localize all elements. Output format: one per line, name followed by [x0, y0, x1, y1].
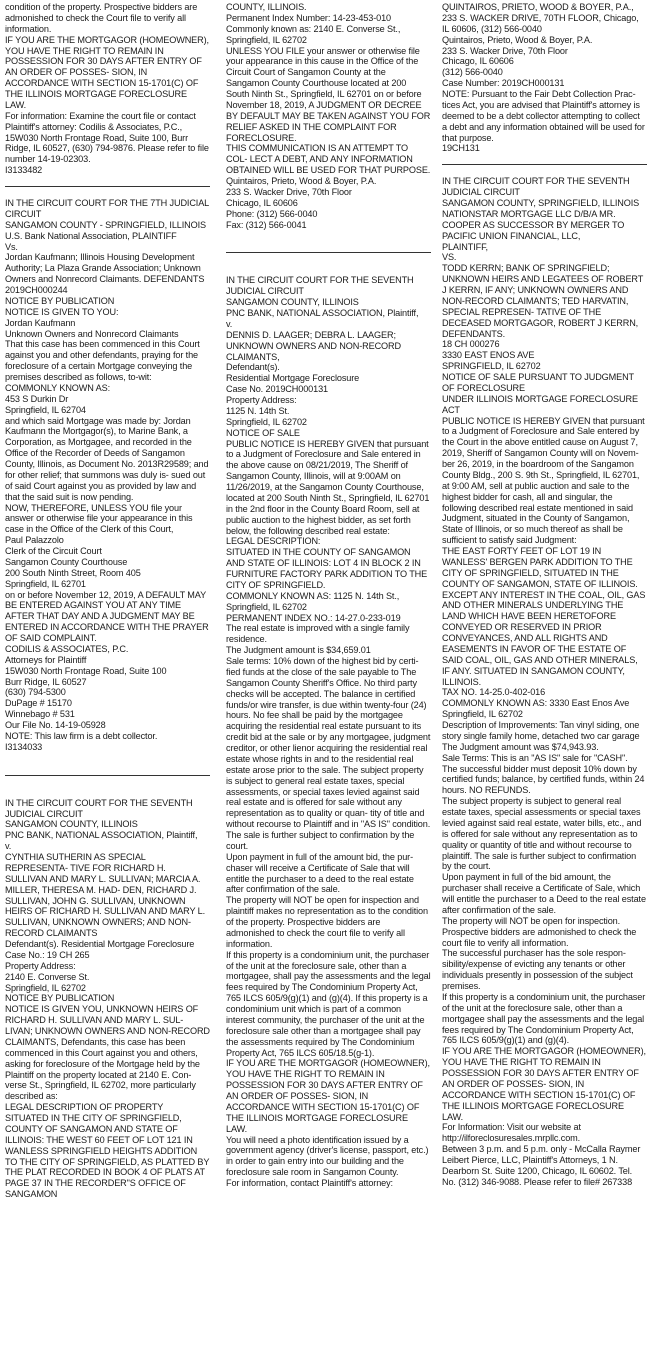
notice-line: SANGAMON COUNTY, SPRINGFIELD, ILLINOIS: [442, 198, 640, 208]
column-3: [442, 2, 647, 1361]
notice-line: PNC BANK, NATIONAL ASSOCIATION, Plaintiff,: [226, 308, 419, 318]
notice-line: COMMONLY KNOWN AS:: [5, 382, 110, 393]
notice-line: 18 CH 000276: [442, 339, 500, 350]
legal-notice: [5, 2, 210, 176]
notice-line: TAX NO. 14-25.0-402-016: [442, 687, 546, 698]
legal-notice: [226, 275, 431, 1189]
notice-line: IN THE CIRCUIT COURT FOR THE SEVENTH JUDICIAL CIRCUIT: [442, 176, 630, 198]
notice-line: Springfield, IL 62702: [226, 416, 307, 427]
notice-line: Defendant(s).: [226, 362, 280, 373]
notice-line: Springfield, IL 62702: [5, 982, 86, 993]
notice-line: The property will NOT be open for inspection and plaintiff makes no representation as to the condition of the property. Prospective bidders are admonished to check the court file to verify all information.: [226, 895, 428, 949]
notice-divider: [442, 164, 647, 165]
notice-line: SANGAMON COUNTY, ILLINOIS: [226, 297, 359, 308]
notice-line: Burr Ridge, IL 60527: [5, 676, 87, 687]
notice-line: Unknown Owners and Nonrecord Claimants: [5, 328, 179, 339]
notice-line: QUINTAIROS, PRIETO, WOOD & BOYER, P.A., 233 S. WACKER DRIVE, 70TH FLOOR, Chicago, IL 60606, (312) 566-0040: [442, 2, 639, 34]
notice-line: Quintairos, Prieto, Wood & Boyer, P.A.: [226, 176, 377, 186]
column-2: [226, 2, 431, 1361]
notice-line: U.S. Bank National Association, PLAINTIFF: [5, 230, 177, 241]
notice-line: I3133482: [5, 165, 43, 176]
notice-line: 200 South Ninth Street, Room 405: [5, 567, 141, 578]
notice-line: The Judgment amount is $34,659.01: [226, 645, 371, 656]
notice-line: Jordan Kaufmann; Illinois Housing Development Authority; La Plaza Grande Association; Unknown Owners and Nonrecord Claimants. DEFENDANTS: [5, 252, 205, 285]
notice-line: Case Number: 2019CH000131: [442, 78, 565, 89]
notice-line: Sangamon County Courthouse: [5, 556, 128, 567]
notice-line: Jordan Kaufmann: [5, 317, 76, 328]
notice-line: LEGAL DESCRIPTION:: [226, 536, 321, 547]
notice-line: 1125 N. 14th St.: [226, 405, 290, 416]
notice-line: 3330 EAST ENOS AVE: [442, 350, 535, 361]
notice-line: Phone: (312) 566-0040: [226, 208, 318, 219]
notice-line: IF YOU ARE THE MORTGAGOR (HOMEOWNER), YOU HAVE THE RIGHT TO REMAIN IN POSSESSION FOR 30 DAYS AFTER ENTRY OF AN ORDER OF POSSES- SION, IN ACCORDANCE WITH SECTION 15-1701(C) OF THE ILLINOIS MORTGAGE FORECLOSURE LAW.: [226, 1058, 430, 1134]
notice-line: VS.: [442, 252, 457, 263]
notice-line: IN THE CIRCUIT COURT FOR THE SEVENTH JUDICIAL CIRCUIT: [5, 797, 193, 819]
notice-line: CODILIS & ASSOCIATES, P.C.: [5, 643, 129, 654]
notice-line: Commonly known as: 2140 E. Converse St., Springfield, IL 62702: [226, 23, 401, 45]
notice-line: NOTICE BY PUBLICATION: [5, 993, 115, 1004]
notice-line: 453 S Durkin Dr: [5, 393, 69, 404]
notice-line: The real estate is improved with a single family residence.: [226, 623, 410, 645]
notice-line: Chicago, IL 60606: [226, 197, 298, 208]
notice-line: and which said Mortgage was made by: Jordan Kaufmann the Mortgagor(s), to Marine Bank, a Corporation, as Mortgagee, and recorded in the Office of the Recorder of Deeds of Sangamon County, Illinois, as Document No. 2013R29589; and for other relief; that summons was duly is- sued out of said Court against you as provided by law and that the said suit is now pending.: [5, 415, 209, 502]
notice-line: NOTICE IS GIVEN YOU, UNKNOWN HEIRS OF RICHARD H. SULLIVAN AND MARY L. SUL- LIVAN; UNKNOWN OWNERS AND NON-RECORD CLAIMANTS, Defendants, this case has been commenced in this Court against you and others, asking for foreclosure of the Mortgage held by the Plaintiff on the property located at 2140 E. Con- verse St., Springfield, IL 62702, more particularly described as:: [5, 1004, 210, 1102]
notice-line: 2140 E. Converse St.: [5, 971, 90, 982]
notice-line: NOTICE OF SALE PURSUANT TO JUDGMENT OF FORECLOSURE: [442, 372, 634, 393]
notice-line: The successful purchaser has the sole respon- sibility/expense of evicting any tenants or other individuals presently in possession of the subject premises.: [442, 948, 633, 991]
notice-line: Property Address:: [226, 395, 297, 405]
notice-divider: [226, 252, 431, 253]
notice-line: Quintairos, Prieto, Wood & Boyer, P.A.: [442, 34, 593, 45]
notice-line: The Judgment amount was $74,943.93.: [442, 741, 599, 752]
notice-line: condition of the property. Prospective bidders are admonished to check the Court file to verify all information.: [5, 2, 198, 34]
notice-line: Description of Improvements: Tan vinyl siding, one story single family home, detached two car garage: [442, 720, 640, 741]
notice-line: For information: Examine the court file or contact Plaintiff's attorney: Codilis & Associates, P.C., 15W030 North Frontage Road, Suite 100, Burr Ridge, IL 60527, (630) 794-9876. Please refer to file number 14-19-02303.: [5, 110, 209, 165]
notice-line: (312) 566-0040: [442, 67, 503, 78]
notice-line: THE EAST FORTY FEET OF LOT 19 IN WANLESS' BERGEN PARK ADDITION TO THE CITY OF SPRINGFIELD, SITUATED IN THE COUNTY OF SANGAMON, STATE OF ILLINOIS. EXCEPT ANY INTEREST IN THE COAL, OIL, GAS AND OTHER MINERALS UNDERLYING THE LAND WHICH HAVE BEEN HERETOFORE CONVEYED OR RESERVED IN PRIOR CONVEYANCES, AND ALL RIGHTS AND EASEMENTS IN FAVOR OF THE ESTATE OF SAID COAL, OIL, GAS AND OTHER MINERALS, IF ANY. SITUATED IN SANGAMON COUNTY, ILLINOIS.: [442, 546, 646, 687]
notice-line: Sale terms: 10% down of the highest bid by certi- fied funds at the close of the sale payable to The Sangamon County Sheriff's Office. No third party checks will be accepted. The balance in certified funds/or wire transfer, is due within twenty-four (24) hours. No fee shall be paid by the mortgagee acquiring the residential real estate pursuant to its credit bid at the sale or by any mortgagee, judgment creditor, or other lienor acquiring the residential real estate whose rights in and to the residential real estate arose prior to the sale. The subject property is subject to general real estate taxes, special assessments, or special taxes levied against said real estate and is offered for sale without any representation as to quality or quan- tity of title and without recourse to Plaintiff and in "AS IS" condition. The sale is further subject to confirmation by the court.: [226, 656, 431, 851]
notice-line: Springfield, IL 62701: [5, 578, 86, 589]
notice-line: Springfield, IL 62704: [5, 404, 86, 415]
notice-line: IF YOU ARE THE MORTGAGOR (HOMEOWNER), YOU HAVE THE RIGHT TO REMAIN IN POSSESSION FOR 30 DAYS AFTER ENTRY OF AN ORDER OF POSSES- SION, IN ACCORDANCE WITH SECTION 15-1701(C) OF THE ILLINOIS MORTGAGE FORECLOSURE LAW.: [442, 1046, 646, 1122]
notice-line: Upon payment in full of the bid amount, the purchaser shall receive a Certificate of Sale, which will entitle the purchaser to a Deed to the real estate after confirmation of the sale.: [442, 872, 646, 915]
notice-line: v.: [226, 318, 233, 329]
notice-line: Case No. 2019CH000131: [226, 384, 328, 395]
legal-notice: [5, 798, 210, 1200]
notice-line: (630) 794-5300: [5, 687, 66, 698]
notice-line: SITUATED IN THE COUNTY OF SANGAMON AND STATE OF ILLINOIS: LOT 4 IN BLOCK 2 IN FURNITURE FACTORY PARK ADDITION TO THE CITY OF SPRINGFIELD.: [226, 547, 428, 590]
notice-line: NATIONSTAR MORTGAGE LLC D/B/A MR. COOPER AS SUCCESSOR BY MERGER TO PACIFIC UNION FINANCIAL, LLC,: [442, 208, 625, 241]
notice-line: PUBLIC NOTICE IS HEREBY GIVEN that pursuant to a Judgment of Foreclosure and Sale entered by the Court in the above entitled cause on August 7, 2019, Sheriff of Sangamon County will on Novem- ber 26, 2019, in the boardroom of the Sangamon County Bldg., 200 S. 9th St., Springfield, IL 62701, at 9:00 AM, sell at public auction and sale to the highest bidder for cash, all and singular, the following described real estate mentioned in said Judgment, situated in the County of Sangamon, State of Illinois, or so much thereof as shall be sufficient to satisfy said Judgment:: [442, 415, 645, 546]
notice-line: TODD KERRN; BANK OF SPRINGFIELD; UNKNOWN HEIRS AND LEGATEES OF ROBERT J KERRN, IF ANY; UNKNOWN OWNERS AND NON-RECORD CLAIMANTS; TED HARVATIN, SPECIAL REPRESEN- TATIVE OF THE DECEASED MORTGAGOR, ROBERT J KERRN,: [442, 263, 644, 328]
notice-line: Paul Palazzolo: [5, 535, 64, 546]
notice-line: CYNTHIA SUTHERIN AS SPECIAL REPRESENTA- TIVE FOR RICHARD H. SULLIVAN AND MARY L. SULLIVAN; MARCIA A. MILLER, THERESA M. HAD- DEN, RICHARD J. SULLIVAN, JOHN G. SULLIVAN, UNKNOWN HEIRS OF RICHARD H. SULLIVAN AND MARY L. SULLIVAN, UNKNOWN OWNERS; AND NON-RECORD CLAIMANTS: [5, 852, 206, 939]
notice-line: PLAINTIFF,: [442, 241, 488, 252]
notice-line: on or before November 12, 2019, A DEFAULT MAY BE ENTERED AGAINST YOU AT ANY TIME AFTER THAT DAY AND A JUDGMENT MAY BE ENTERED IN ACCORDANCE WITH THE PRAYER OF SAID COMPLAINT.: [5, 589, 209, 643]
notice-line: IN THE CIRCUIT COURT FOR THE 7TH JUDICIAL CIRCUIT: [5, 198, 209, 219]
notice-line: Permanent Index Number: 14-23-453-010: [226, 12, 391, 23]
notice-divider: [5, 186, 210, 187]
legal-notice: [226, 2, 431, 230]
notice-line: You will need a photo identification issued by a government agency (driver's license, passport, etc.) in order to gain entry into our building and the foreclosure sale room in Sangamon County.: [226, 1134, 429, 1178]
notice-line: COUNTY, ILLINOIS.: [226, 2, 307, 12]
notice-line: Chicago, IL 60606: [442, 56, 514, 67]
notice-line: If this property is a condominium unit, the purchaser of the unit at the foreclosure sale, other than a mortgagee shall pay the assessments and the legal fees required by The Condominium Property Act, 765 ILCS 605/9(g)(1) and (g)(4).: [442, 991, 646, 1046]
notice-line: DENNIS D. LAAGER; DEBRA L. LAAGER; UNKNOWN OWNERS AND NON-RECORD CLAIMANTS,: [226, 329, 401, 362]
notice-line: If this property is a condominium unit, the purchaser of the unit at the foreclosure sale, other than a mortgagee, shall pay the assessments and the legal fees required by The Condominium Property Act, 765 ILCS 605/9(g)(1) and (g)(4). If this property is a condominium unit which is part of a common interest community, the purchaser of the unit at the foreclosure sale other than a mortgagee shall pay the assessments required by The Condominium Property Act, 765 ILCS 605/18.5(g-1).: [226, 949, 431, 1058]
notice-line: 233 S. Wacker Drive, 70th Floor: [226, 186, 352, 197]
legal-notice: [442, 2, 647, 154]
column-1: [5, 2, 210, 1361]
notice-line: SPRINGFIELD, IL 62702: [442, 361, 541, 372]
notice-line: Vs.: [5, 241, 18, 252]
notice-line: Case No.: 19 CH 265: [5, 949, 90, 960]
notice-line: LEGAL DESCRIPTION OF PROPERTY: [5, 1102, 164, 1113]
notice-line: PNC BANK, NATIONAL ASSOCIATION, Plaintiff,: [5, 830, 198, 841]
notice-line: SANGAMON COUNTY, ILLINOIS: [5, 819, 138, 830]
notice-line: COMMONLY KNOWN AS: 3330 East Enos Ave Springfield, IL 62702: [442, 698, 630, 720]
notice-line: NOTICE BY PUBLICATION: [5, 295, 115, 306]
notice-line: For information, contact Plaintiff's attorney:: [226, 1178, 393, 1188]
notice-line: NOTE: This law firm is a debt collector.: [5, 730, 158, 741]
notice-line: NOTE: Pursuant to the Fair Debt Collection Prac- tices Act, you are advised that Plaintiff's attorney is deemed to be a debt collector attempting to collect a debt and any information obtained will be used for that purpose.: [442, 89, 645, 143]
notice-line: PUBLIC NOTICE IS HEREBY GIVEN that pursuant to a Judgment of Foreclosure and Sale entered in the above cause on 08/21/2019, The Sheriff of Sangamon County, Illinois, will at 9:00AM on 11/26/2019, at the Sangamon County Courthouse, located at 200 South Ninth St., Springfield, IL 62701 in the 2nd floor in the County Board Room, sell at public auction to the highest bidder, as set forth below, the following described real estate:: [226, 438, 430, 536]
notice-line: Fax: (312) 566-0041: [226, 219, 307, 230]
legal-notice: [5, 198, 210, 753]
notice-line: Upon payment in full of the amount bid, the pur- chaser will receive a Certificate of Sale that will entitle the purchaser to a deed to the real estate after confirmation of the sale.: [226, 851, 414, 895]
notice-line: UNLESS YOU FILE your answer or otherwise file your appearance in this cause in the Office of the Circuit Court of Sangamon County at the Sangamon County Courthouse located at 200 South Ninth St., Springfield, IL 62701 on or before November 18, 2019, A JUDGMENT OR DECREE BY DEFAULT MAY BE TAKEN AGAINST YOU FOR RELIEF ASKED IN THE COMPLAINT FOR FORECLOSURE.: [226, 45, 431, 143]
notice-line: Residential Mortgage Foreclosure: [226, 373, 360, 384]
notice-line: The subject property is subject to general real estate taxes, special assessments or special taxes levied against said real estate, water bills, etc., and is offered for sale without any representation as to quality or quantity of title and without recourse to plaintiff. The sale is further subject to confirmation by the court.: [442, 796, 642, 872]
notice-divider: [5, 775, 210, 776]
notice-line: I3134033: [5, 741, 43, 752]
legal-notices-page: [5, 2, 649, 1361]
notice-line: 233 S. Wacker Drive, 70th Floor: [442, 45, 568, 56]
notice-line: v.: [5, 841, 12, 852]
notice-line: The successful bidder must deposit 10% down by certified funds; balance, by certified funds, within 24 hours. NO REFUNDS.: [442, 763, 645, 796]
notice-line: Attorneys for Plaintiff: [5, 654, 87, 665]
notice-line: Winnebago # 531: [5, 709, 75, 720]
notice-line: Defendant(s). Residential Mortgage Foreclosure: [5, 939, 195, 949]
notice-line: Our File No. 14-19-05928: [5, 720, 106, 730]
notice-line: For Information: Visit our website at http://ilforeclosuresales.mrpllc.com.: [442, 1122, 581, 1144]
notice-line: IN THE CIRCUIT COURT FOR THE SEVENTH JUDICIAL CIRCUIT: [226, 275, 414, 297]
notice-line: IF YOU ARE THE MORTGAGOR (HOMEOWNER), YOU HAVE THE RIGHT TO REMAIN IN POSSESSION FOR 30 DAYS AFTER ENTRY OF AN ORDER OF POSSES- SION, IN ACCORDANCE WITH SECTION 15-1701(C) OF THE ILLINOIS MORTGAGE FORECLOSURE LAW.: [5, 34, 209, 110]
notice-line: 2019CH000244: [5, 285, 68, 295]
notice-line: DEFENDANTS.: [442, 328, 506, 339]
notice-line: 15W030 North Frontage Road, Suite 100: [5, 665, 167, 676]
notice-line: SANGAMON COUNTY - SPRINGFIELD, ILLINOIS: [5, 219, 207, 230]
notice-line: THIS COMMUNICATION IS AN ATTEMPT TO COL- LECT A DEBT, AND ANY INFORMATION OBTAINED WILL BE USED FOR THAT PURPOSE.: [226, 143, 431, 176]
notice-line: Clerk of the Circuit Court: [5, 546, 102, 556]
notice-line: 19CH131: [442, 143, 480, 154]
notice-line: NOTICE IS GIVEN TO YOU:: [5, 306, 119, 317]
notice-line: DuPage # 15170: [5, 698, 72, 709]
notice-line: NOTICE OF SALE: [226, 427, 300, 438]
notice-line: Property Address:: [5, 960, 76, 971]
notice-line: COMMONLY KNOWN AS: 1125 N. 14th St., Springfield, IL 62702: [226, 590, 400, 612]
notice-line: The property will NOT be open for inspection. Prospective bidders are admonished to check the court file to verify all information.: [442, 915, 637, 948]
notice-line: Between 3 p.m. and 5 p.m. only - McCalla Raymer Leibert Pierce, LLC, Plaintiff's Attorneys, 1 N. Dearborn St. Suite 1200, Chicago, IL 60602. Tel. No. (312) 346-9088. Please refer to file# 267338: [442, 1144, 641, 1187]
notice-line: PERMANENT INDEX NO.: 14-27.0-233-019: [226, 612, 401, 623]
notice-line: UNDER ILLINOIS MORTGAGE FORECLOSURE ACT: [442, 393, 638, 415]
legal-notice: [442, 176, 647, 1187]
notice-line: Sale Terms: This is an "AS IS" sale for "CASH".: [442, 752, 628, 763]
notice-line: SITUATED IN THE CITY OF SPRINGFIELD, COUNTY OF SANGAMON AND STATE OF ILLINOIS: THE WEST 60 FEET OF LOT 121 IN WANLESS SPRINGFIELD HEIGHTS ADDITION TO THE CITY OF SPRINGFIELD, AS PLATTED BY THE PLAT RECORDED IN BOOK 4 OF PLATS AT PAGE 37 IN THE RECORDER"S OFFICE OF SANGAMON: [5, 1113, 210, 1200]
notice-line: NOW, THEREFORE, UNLESS YOU file your answer or otherwise file your appearance in this case in the Office of the Clerk of this Court,: [5, 502, 193, 535]
notice-line: That this case has been commenced in this Court against you and other defendants, praying for the foreclosure of a certain Mortgage conveying the premises described as follows, to-wit:: [5, 339, 200, 382]
